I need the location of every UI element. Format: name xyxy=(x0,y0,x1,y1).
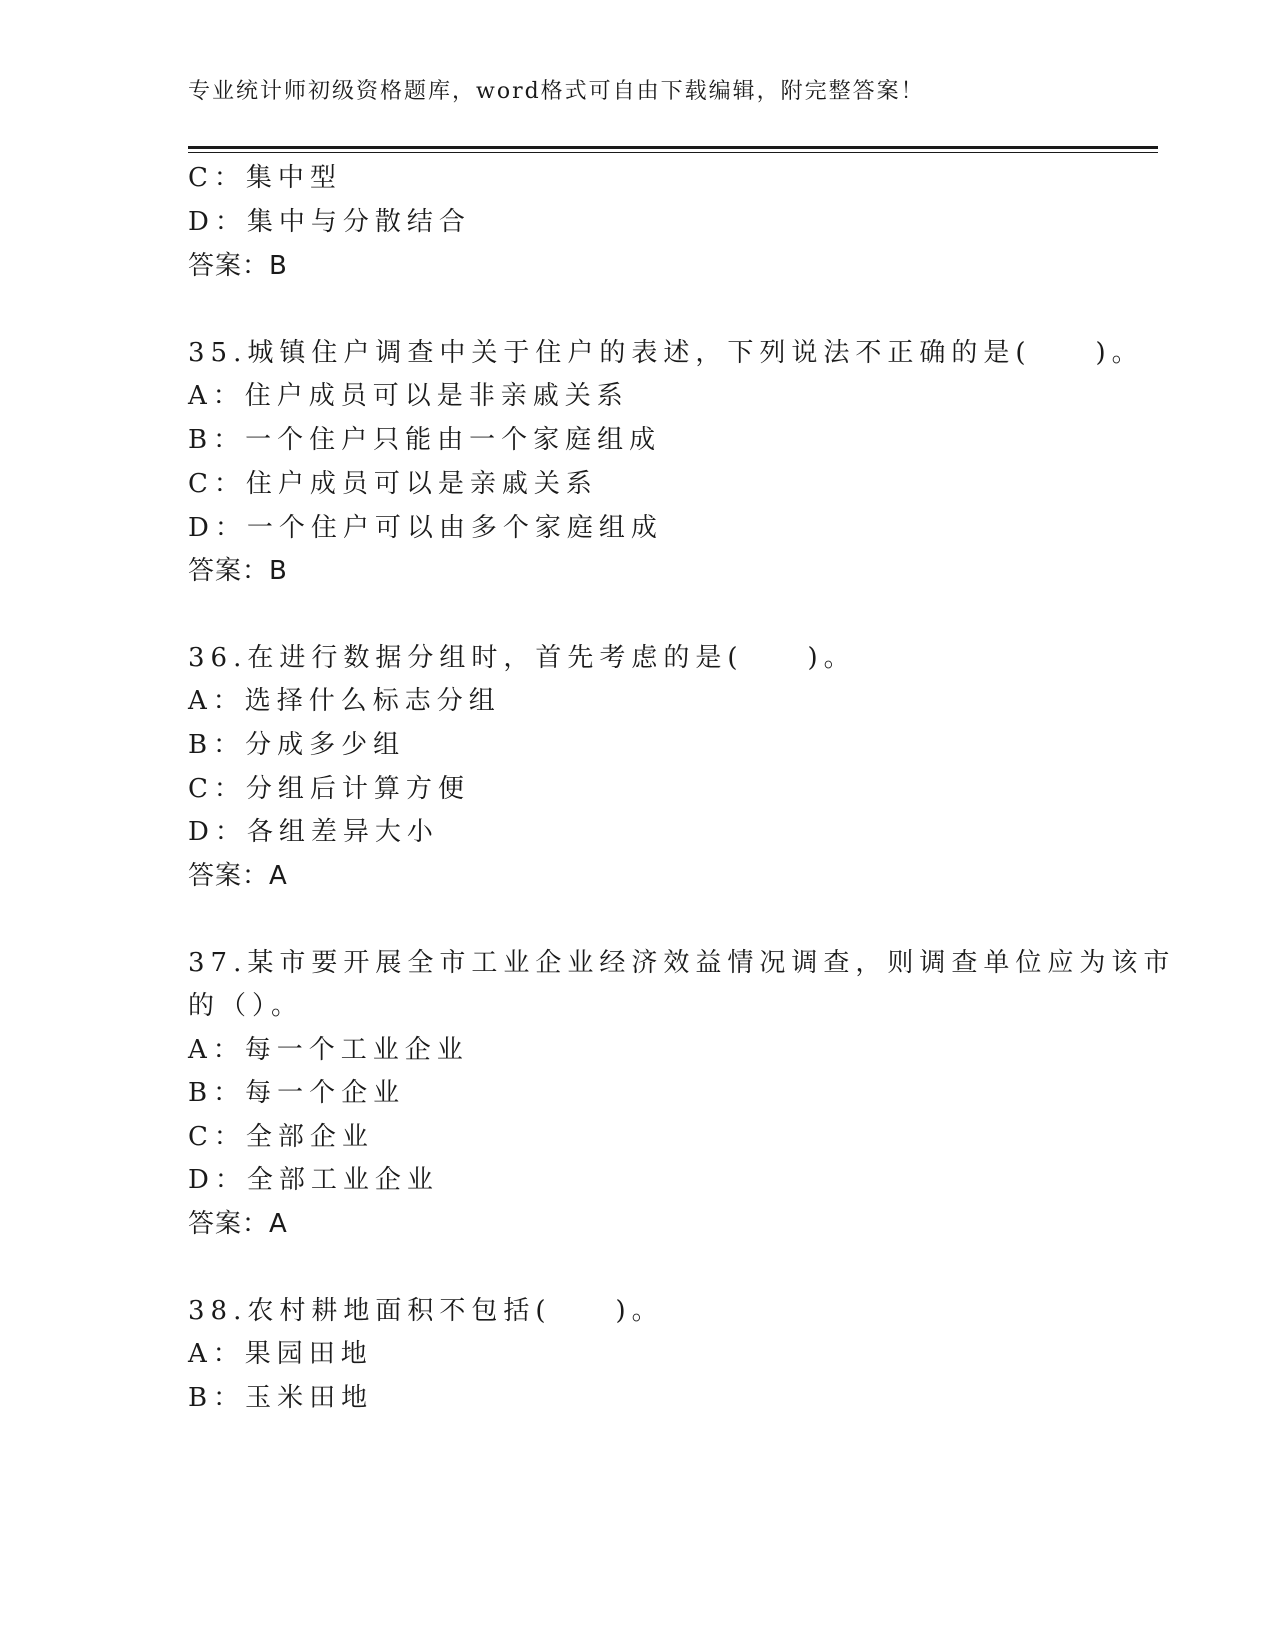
question-36-stem: 36.在进行数据分组时，首先考虑的是( )。 xyxy=(188,643,856,673)
question-36-answer: 答案：A xyxy=(188,861,288,891)
question-36-option-b: B：分成多少组 xyxy=(188,730,406,760)
question-38-option-a: A：果园田地 xyxy=(188,1339,373,1369)
question-38-stem: 38.农村耕地面积不包括( )。 xyxy=(188,1296,664,1326)
question-35-option-c: C：住户成员可以是亲戚关系 xyxy=(188,469,598,499)
question-35-option-d: D：一个住户可以由多个家庭组成 xyxy=(188,513,663,543)
question-37-option-a: A：每一个工业企业 xyxy=(188,1035,469,1065)
header-rule-thin xyxy=(188,152,1158,153)
question-35-option-b: B：一个住户只能由一个家庭组成 xyxy=(188,425,662,455)
answer: 答案：B xyxy=(188,251,288,281)
question-37-stem-line2: 的（）。 xyxy=(188,991,304,1021)
page-header: 专业统计师初级资格题库，word格式可自由下载编辑，附完整答案！ xyxy=(188,79,925,104)
question-37-option-c: C：全部企业 xyxy=(188,1122,374,1152)
question-37-option-d: D：全部工业企业 xyxy=(188,1165,439,1195)
question-35-stem: 35.城镇住户调查中关于住户的表述，下列说法不正确的是( )。 xyxy=(188,338,1144,368)
question-35-option-a: A：住户成员可以是非亲戚关系 xyxy=(188,381,629,411)
question-36-option-c: C：分组后计算方便 xyxy=(188,774,470,804)
question-37-option-b: B：每一个企业 xyxy=(188,1078,406,1108)
option-d: D：集中与分散结合 xyxy=(188,207,471,237)
header-rule-thick xyxy=(188,146,1158,149)
option-c: C：集中型 xyxy=(188,163,342,193)
question-35-answer: 答案：B xyxy=(188,556,288,586)
question-37-answer: 答案：A xyxy=(188,1209,288,1239)
question-36-option-a: A：选择什么标志分组 xyxy=(188,686,501,716)
question-37-stem-line1: 37.某市要开展全市工业企业经济效益情况调查，则调查单位应为该市 xyxy=(188,948,1176,978)
question-36-option-d: D：各组差异大小 xyxy=(188,817,439,847)
question-38-option-b: B：玉米田地 xyxy=(188,1383,374,1413)
